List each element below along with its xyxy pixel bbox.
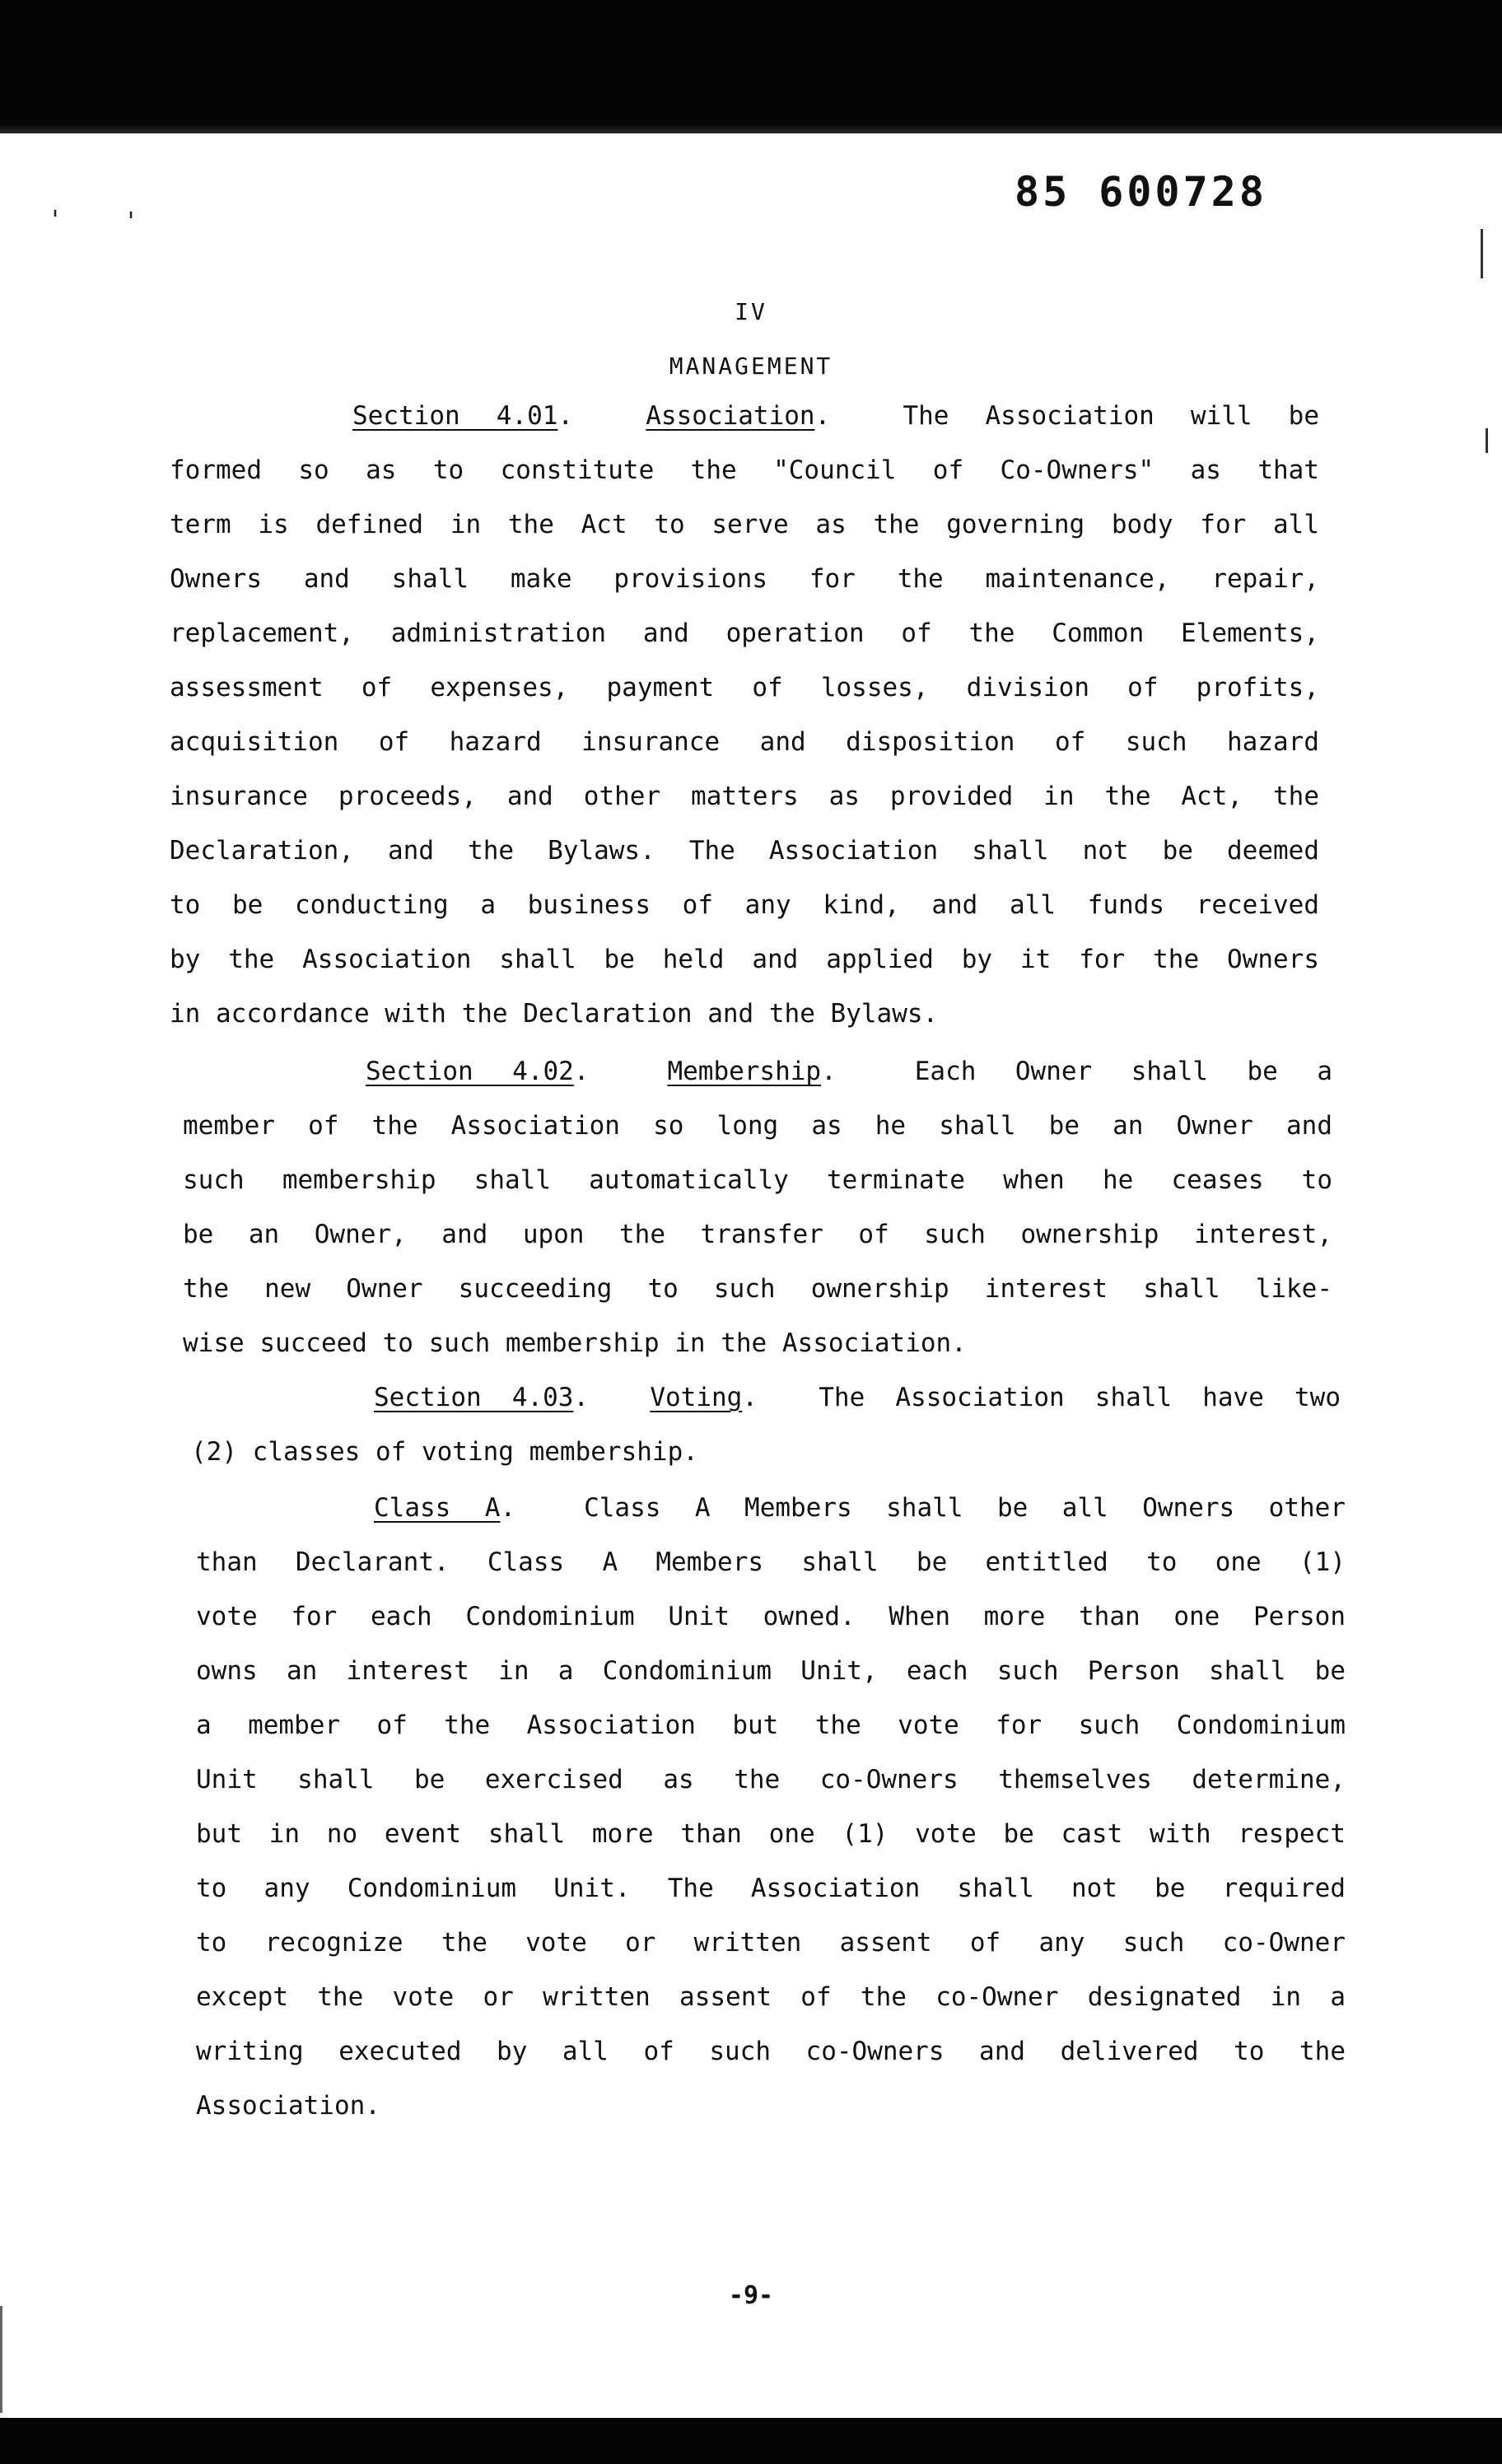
section-title: Association <box>646 401 815 431</box>
section-title: Membership <box>667 1057 822 1086</box>
paragraph-line: such membership shall automatically terminate when he ceases to <box>183 1165 1332 1195</box>
paragraph-line: than Declarant. Class A Members shall be entitled to one (1) <box>196 1547 1346 1577</box>
scan-left-edge-mark <box>0 2306 16 2413</box>
paragraph-line: replacement, administration and operation of the Common Elements, <box>170 618 1319 648</box>
paragraph-line: Class A. Class A Members shall be all Owners other <box>374 1493 1346 1523</box>
section-title: Voting <box>650 1383 743 1412</box>
paragraph-line: term is defined in the Act to serve as the governing body for all <box>170 510 1319 539</box>
class-label: Class A <box>374 1493 501 1523</box>
paragraph-line: except the vote or written assent of the co-Owner designated in a <box>196 1982 1346 2012</box>
section-label: Section 4.01 <box>352 401 558 431</box>
paragraph-line: assessment of expenses, payment of losses, division of profits, <box>170 673 1319 702</box>
paragraph-line: Association. <box>196 2091 380 2121</box>
paragraph-line: Declaration, and the Bylaws. The Association shall not be deemed <box>170 836 1319 866</box>
class-a-paragraph <box>196 1481 1346 2133</box>
section-4-01-paragraph <box>170 389 1319 1041</box>
article-title: MANAGEMENT <box>669 352 833 380</box>
paragraph-line: wise succeed to such membership in the Association. <box>183 1328 967 1358</box>
scan-bottom-edge <box>0 2418 1502 2464</box>
article-numeral: IV <box>735 298 767 325</box>
paragraph-line: vote for each Condominium Unit owned. When more than one Person <box>196 1602 1346 1631</box>
paragraph-line: a member of the Association but the vote for such Condominium <box>196 1710 1346 1740</box>
section-label: Section 4.02 <box>366 1057 574 1086</box>
paragraph-line: to be conducting a business of any kind, and all funds received <box>170 890 1319 920</box>
paragraph-line: to recognize the vote or written assent of any such co-Owner <box>196 1928 1346 1958</box>
stray-mark: ' <box>124 208 139 236</box>
edge-tick <box>1481 229 1483 278</box>
edge-tick <box>1486 428 1488 453</box>
paragraph-line: Unit shall be exercised as the co-Owners themselves determine, <box>196 1765 1346 1794</box>
scan-top-edge <box>0 0 1502 133</box>
section-4-03-paragraph <box>191 1370 1341 1479</box>
paragraph-line: member of the Association so long as he shall be an Owner and <box>183 1111 1332 1141</box>
paragraph-line: in accordance with the Declaration and the Bylaws. <box>170 999 939 1029</box>
paragraph-line: by the Association shall be held and applied by it for the Owners <box>170 945 1319 974</box>
paragraph-line: the new Owner succeeding to such ownership interest shall like- <box>183 1274 1332 1304</box>
paragraph-line: acquisition of hazard insurance and disposition of such hazard <box>170 727 1319 757</box>
paragraph-line: (2) classes of voting membership. <box>191 1437 698 1467</box>
stray-mark: ' <box>48 206 63 235</box>
paragraph-line: Section 4.02. Membership. Each Owner shall be a <box>366 1057 1332 1086</box>
paragraph-line: but in no event shall more than one (1) vote be cast with respect <box>196 1819 1346 1849</box>
paragraph-line: formed so as to constitute the "Council of Co-Owners" as that <box>170 455 1319 485</box>
paragraph-line: owns an interest in a Condominium Unit, each such Person shall be <box>196 1656 1346 1686</box>
paragraph-line: Section 4.01. Association. The Association will be <box>352 401 1319 431</box>
section-4-02-paragraph <box>183 1044 1332 1370</box>
paragraph-line: insurance proceeds, and other matters as provided in the Act, the <box>170 782 1319 811</box>
paragraph-line: Section 4.03. Voting. The Association shall have two <box>374 1383 1341 1412</box>
section-label: Section 4.03 <box>374 1383 574 1412</box>
paragraph-line: writing executed by all of such co-Owners and delivered to the <box>196 2037 1346 2066</box>
paragraph-line: be an Owner, and upon the transfer of such ownership interest, <box>183 1220 1332 1249</box>
paragraph-line: Owners and shall make provisions for the maintenance, repair, <box>170 564 1319 594</box>
page-number: -9- <box>728 2281 774 2310</box>
paragraph-line: to any Condominium Unit. The Association shall not be required <box>196 1874 1346 1903</box>
document-number: 85 600728 <box>1015 168 1267 216</box>
